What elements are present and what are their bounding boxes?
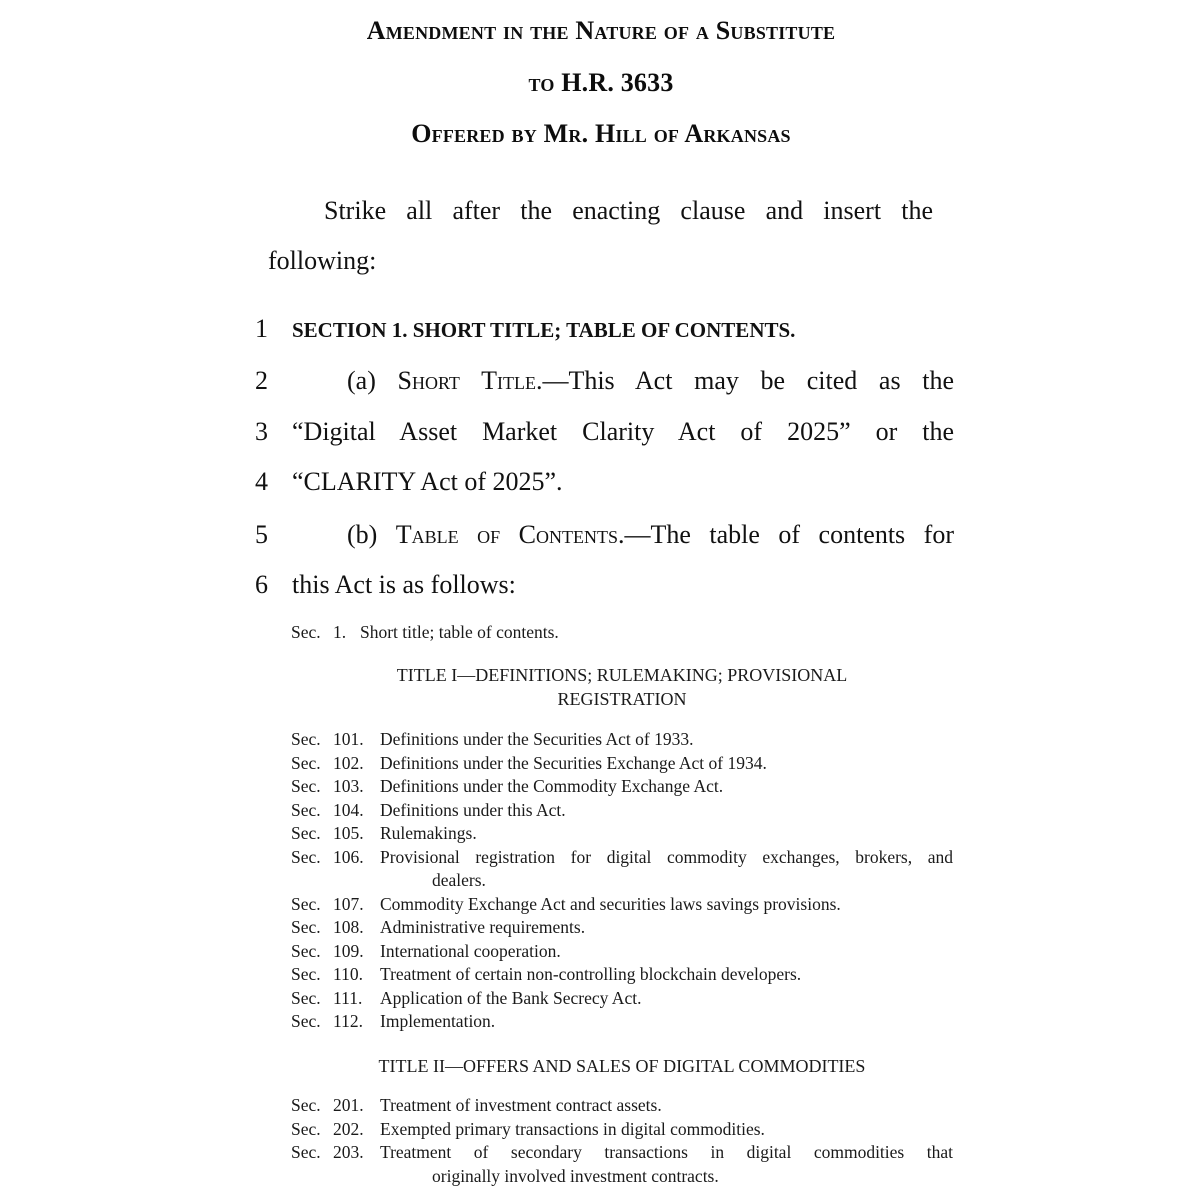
sec-label: Sec. — [291, 1142, 321, 1162]
sec-label: Sec. — [291, 823, 321, 843]
sec-number: 108. — [333, 917, 364, 937]
body-line-4 — [255, 467, 955, 507]
toc-entry — [291, 940, 953, 964]
sec-label: Sec. — [291, 729, 321, 749]
line-number: 3 — [255, 417, 268, 446]
sec-number: 107. — [333, 893, 364, 914]
sec-number: 1. — [333, 622, 347, 642]
offered-by: Offered by Mr. Hill of Arkansas — [411, 119, 791, 148]
sec-label: Sec. — [291, 964, 321, 984]
sec-number: 101. — [333, 729, 364, 749]
line-number: 4 — [255, 467, 268, 496]
sec-number: 110. — [333, 964, 363, 984]
body-line-2 — [255, 366, 955, 406]
sec-number: 105. — [333, 823, 364, 843]
toc-intro-text — [292, 520, 954, 550]
sec-title: Provisional registration for digital commodity exchanges, brokers, and — [380, 846, 953, 867]
toc-title-ii-list — [291, 1094, 953, 1188]
subsection-label: (b) — [347, 520, 396, 549]
short-title-text — [292, 366, 954, 396]
toc-entry — [291, 799, 953, 823]
sec-number: 111. — [333, 987, 363, 1008]
body-line-3 — [255, 417, 955, 457]
sec-label: Sec. — [291, 940, 321, 961]
line-number: 5 — [255, 520, 268, 549]
sec-number: 109. — [333, 940, 364, 961]
title-heading-line: REGISTRATION — [557, 689, 687, 709]
toc-title-i-list — [291, 728, 953, 1034]
title-heading-line: TITLE I—DEFINITIONS; RULEMAKING; PROVISIONAL — [396, 665, 848, 685]
title-ii-heading — [291, 1054, 953, 1078]
sec-title-continuation: originally involved investment contracts. — [432, 1165, 719, 1186]
instruction-line-1: Strike all after the enacting clause and insert the — [324, 196, 933, 225]
sec-label: Sec. — [291, 1095, 321, 1115]
sec-title: Administrative requirements. — [380, 917, 586, 937]
body-text: “Digital Asset Market Clarity Act of 2025” or the — [292, 417, 954, 446]
toc-entry — [291, 963, 953, 987]
body-line-6 — [255, 570, 955, 610]
instruction-paragraph — [268, 186, 933, 286]
sec-number: 106. — [333, 846, 364, 867]
sec-title: Definitions under the Commodity Exchange Act. — [380, 776, 724, 796]
sec-title: Definitions under the Securities Act of 1933. — [380, 729, 694, 749]
sec-label: Sec. — [291, 1011, 321, 1031]
sec-number: 203. — [333, 1142, 364, 1162]
sec-title: Treatment of certain non-controlling blockchain developers. — [380, 964, 802, 984]
sec-title: Short title; table of contents. — [360, 622, 559, 642]
sec-number: 103. — [333, 776, 364, 796]
sec-title: Definitions under the Securities Exchange Act of 1934. — [380, 752, 767, 773]
sec-label: Sec. — [291, 987, 321, 1008]
title-i-heading — [291, 663, 953, 711]
bill-number: to H.R. 3633 — [528, 68, 674, 97]
section-heading: SECTION 1. SHORT TITLE; TABLE OF CONTENTS. — [292, 318, 796, 342]
line-number: 2 — [255, 366, 268, 395]
toc-entry — [291, 621, 953, 645]
toc-entry — [291, 916, 953, 940]
sec-number: 112. — [333, 1011, 363, 1031]
toc-entry — [291, 1141, 953, 1165]
sec-number: 104. — [333, 799, 364, 820]
amendment-title: Amendment in the Nature of a Substitute — [366, 16, 836, 45]
sec-label: Sec. — [291, 917, 321, 937]
subsection-heading: Short Title. — [397, 366, 543, 395]
sec-label: Sec. — [291, 752, 321, 773]
instruction-line-2: following: — [268, 246, 377, 275]
line-number: 1 — [255, 314, 268, 343]
sec-title: Treatment of secondary transactions in digital commodities that — [380, 1142, 953, 1162]
subsection-heading: Table of Contents. — [395, 520, 625, 549]
sec-title: Rulemakings. — [380, 823, 477, 843]
sec-number: 202. — [333, 1118, 364, 1139]
sec-label: Sec. — [291, 846, 321, 867]
sec-title: International cooperation. — [380, 940, 561, 961]
sec-number: 102. — [333, 752, 364, 773]
body-text: “CLARITY Act of 2025”. — [292, 467, 563, 496]
sec-label: Sec. — [291, 622, 321, 642]
sec-title: Application of the Bank Secrecy Act. — [380, 987, 642, 1008]
toc-entry — [291, 775, 953, 799]
sec-title: Exempted primary transactions in digital commodities. — [380, 1118, 765, 1139]
toc-section-1 — [291, 621, 953, 645]
body-line-1 — [255, 314, 955, 354]
toc-entry — [291, 728, 953, 752]
sec-label: Sec. — [291, 893, 321, 914]
subsection-label: (a) — [347, 366, 398, 395]
sec-label: Sec. — [291, 799, 321, 820]
subsection-text: —The table of contents for — [624, 520, 954, 549]
sec-number: 201. — [333, 1095, 364, 1115]
toc-entry — [291, 1094, 953, 1118]
sec-title: Commodity Exchange Act and securities laws savings provisions. — [380, 893, 841, 914]
sec-title: Implementation. — [380, 1011, 496, 1031]
line-number: 6 — [255, 570, 268, 599]
toc-entry — [291, 846, 953, 870]
toc-entry — [291, 1118, 953, 1142]
sec-label: Sec. — [291, 776, 321, 796]
title-heading-line: TITLE II—OFFERS AND SALES OF DIGITAL COMMODITIES — [378, 1056, 866, 1076]
toc-entry — [291, 752, 953, 776]
toc-entry — [291, 822, 953, 846]
toc-entry — [291, 1010, 953, 1034]
body-line-5 — [255, 520, 955, 560]
toc-entry — [291, 987, 953, 1011]
sec-title-continuation: dealers. — [432, 870, 486, 890]
subsection-text: —This Act may be cited as the — [542, 366, 954, 395]
toc-entry — [291, 893, 953, 917]
sec-label: Sec. — [291, 1118, 321, 1139]
sec-title: Definitions under this Act. — [380, 799, 566, 820]
body-text: this Act is as follows: — [292, 570, 516, 599]
sec-title: Treatment of investment contract assets. — [380, 1095, 662, 1115]
